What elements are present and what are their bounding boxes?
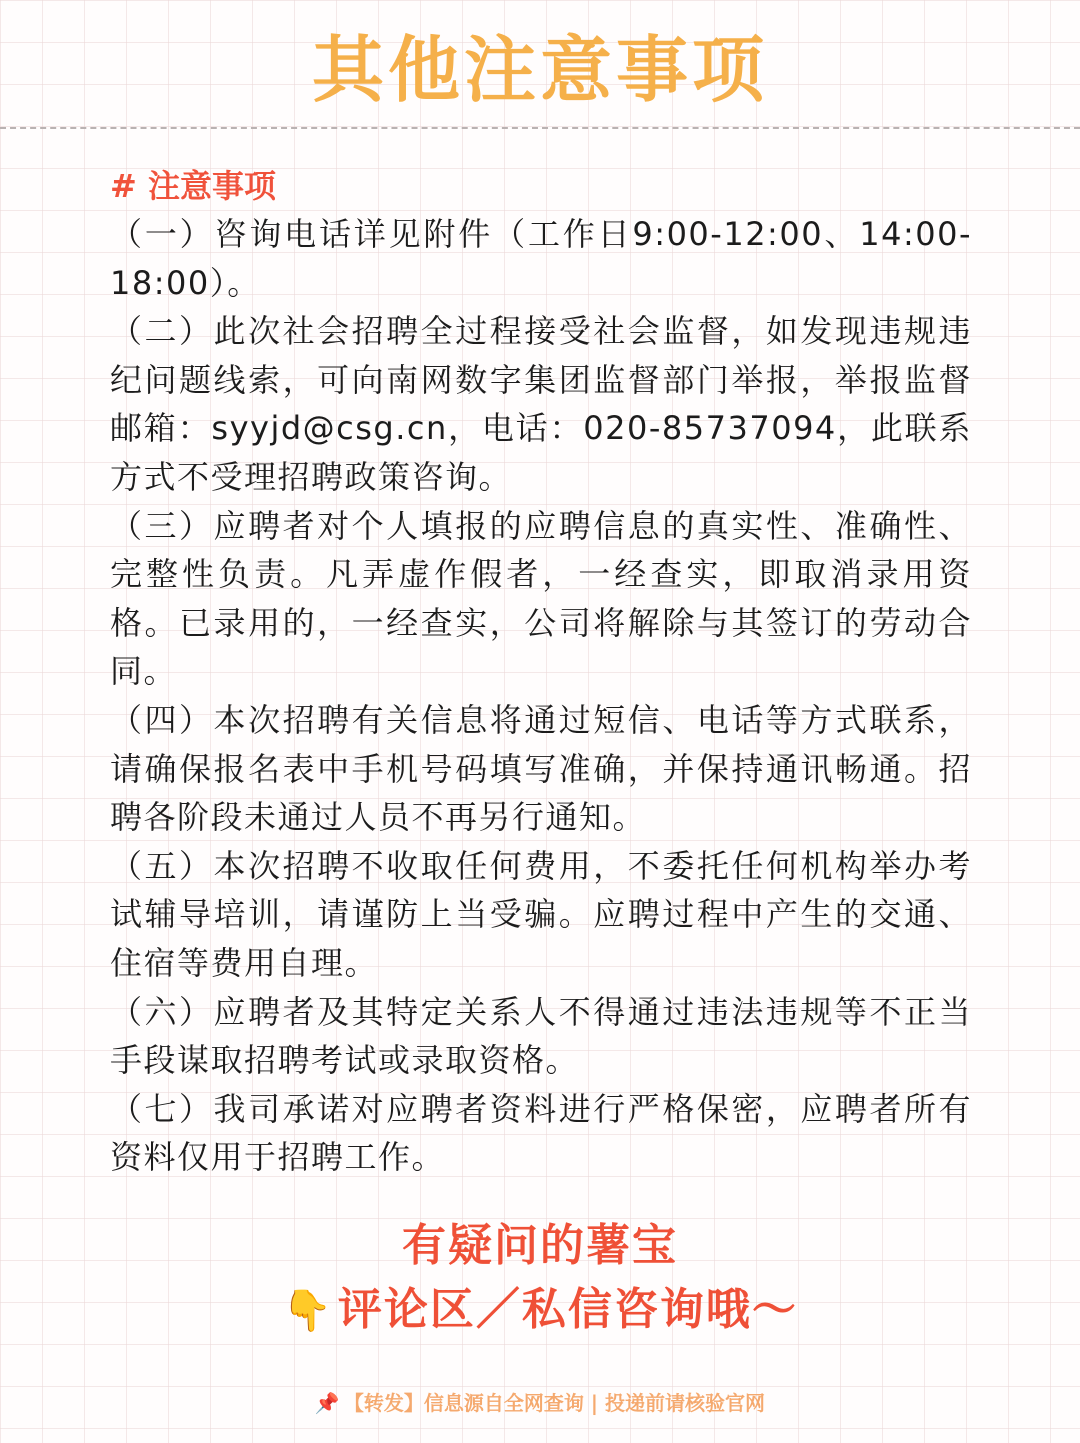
note-item-3: （三）应聘者对个人填报的应聘信息的真实性、准确性、完整性负责。凡弄虚作假者，一经查实，即取消录用资格。已录用的，一经查实，公司将解除与其签订的劳动合同。: [110, 506, 972, 691]
cta-line-1: 有疑问的薯宝: [402, 1220, 678, 1271]
cta-line-2-text: 评论区／私信咨询哦～: [337, 1284, 798, 1335]
note-item-7: （七）我司承诺对应聘者资料进行严格保密，应聘者所有资料仅用于招聘工作。: [110, 1089, 972, 1177]
notes-section: [110, 162, 972, 1182]
section-heading: # 注意事项: [110, 167, 276, 205]
page-title: 其他注意事项: [311, 28, 768, 112]
dashed-divider: [0, 127, 1080, 129]
note-item-5: （五）本次招聘不收取任何费用，不委托任何机构举办考试辅导培训，请谨防上当受骗。应聘过程中产生的交通、住宿等费用自理。: [110, 846, 972, 982]
call-to-action: [0, 1215, 1080, 1342]
pin-icon: 📌: [314, 1391, 340, 1415]
cta-line-2: [0, 1279, 1080, 1342]
note-item-2: （二）此次社会招聘全过程接受社会监督，如发现违规违纪问题线索，可向南网数字集团监督部门举报，举报监督邮箱：syyjd@csg.cn，电话：020-85737094，此联系方式不受理招聘政策咨询。: [110, 312, 972, 496]
note-item-1: （一）咨询电话详见附件（工作日9:00-12:00、14:00-18:00）。: [110, 215, 972, 302]
footer-note: [0, 1386, 1080, 1420]
note-item-4: （四）本次招聘有关信息将通过短信、电话等方式联系，请确保报名表中手机号码填写准确，并保持通讯畅通。招聘各阶段未通过人员不再另行通知。: [110, 700, 972, 837]
note-item-6: （六）应聘者及其特定关系人不得通过违法违规等不正当手段谋取招聘考试或录取资格。: [110, 992, 972, 1080]
pointing-down-icon: 👇: [282, 1288, 334, 1334]
footer-text: 【转发】信息源自全网查询 | 投递前请核验官网: [343, 1391, 766, 1415]
